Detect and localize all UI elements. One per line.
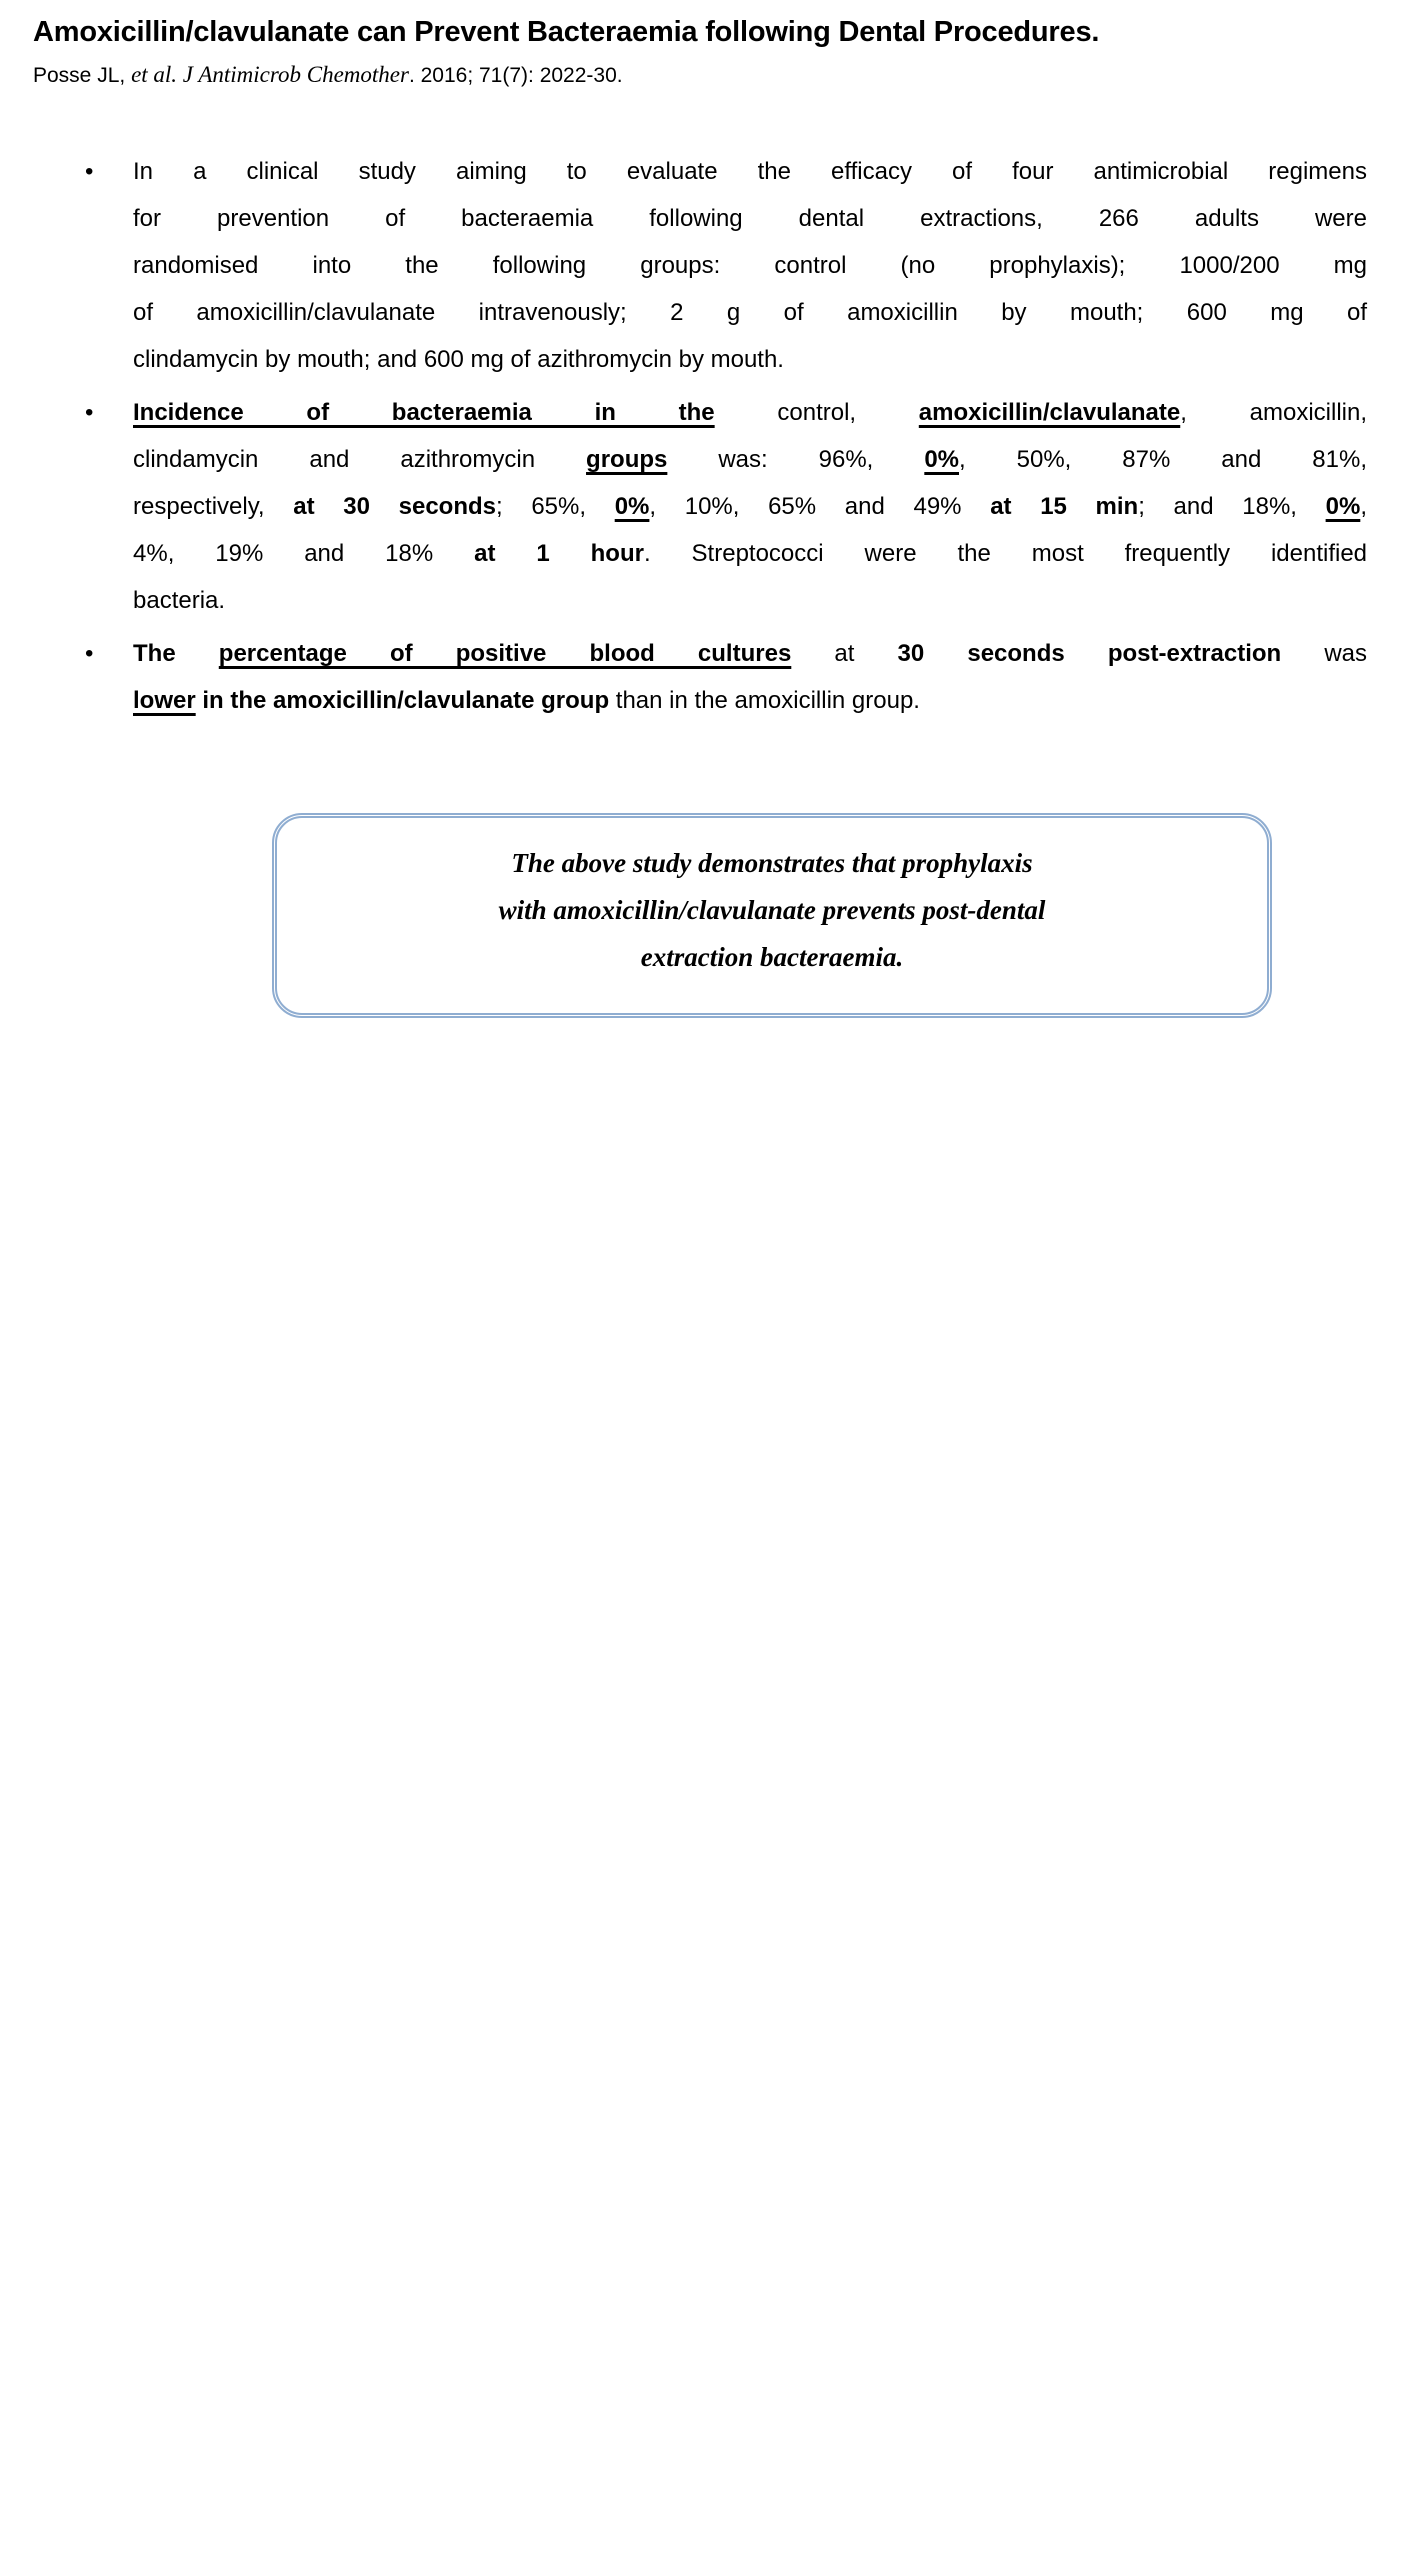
text-run: than in the amoxicillin group. [609,687,920,714]
text-line [133,436,1367,483]
text-run: 0% [1325,493,1361,520]
text-run: ; and 18%, [1138,493,1326,520]
text-run: at [791,640,898,667]
bullet-icon: • [85,399,94,426]
bullet-item [85,389,1368,624]
text-run: et al. J Antimicrob Chemother [131,62,409,87]
text-run: In a clinical study aiming to evaluate the efficacy of four antimicrobial regimens [133,158,1367,185]
text-run: randomised into the following groups: control (no prophylaxis); 1000/200 mg [133,252,1367,279]
text-run: at 15 min [990,493,1139,520]
text-line [133,577,1367,624]
bullet-list [0,148,1407,730]
text-run: at 1 hour [474,540,644,567]
text-run: was: 96%, [667,446,925,473]
bullet-item [85,630,1367,724]
text-line [133,336,1367,383]
callout-box [272,813,1272,1018]
text-run: percentage of positive blood cultures [218,640,792,667]
text-run: clindamycin by mouth; and 600 mg of azithromycin by mouth. [133,346,784,373]
text-run: Incidence of bacteraemia in the [133,399,715,426]
page-title: Amoxicillin/clavulanate can Prevent Bacteraemia following Dental Procedures. [33,16,1100,48]
callout-line: extraction bacteraemia. [640,942,904,972]
text-run: The [133,640,219,667]
text-line [133,148,1367,195]
text-line [133,483,1367,530]
text-run: 0% [614,493,650,520]
text-run: amoxicillin/clavulanate [918,399,1181,426]
text-line [133,289,1367,336]
text-line [133,242,1367,289]
text-run: respectively, [133,493,294,520]
text-line [133,530,1367,577]
text-run: was [1281,640,1367,667]
text-run: bacteria. [133,587,226,614]
text-run: ; 65%, [496,493,615,520]
citation [33,62,623,88]
text-run: , amoxicillin, [1180,399,1367,426]
text-run: Posse JL, [33,64,132,87]
text-run: . 2016; 71(7): 2022-30. [408,64,623,87]
text-run: , 50%, 87% and 81%, [959,446,1368,473]
text-line [133,630,1367,677]
text-run: groups [586,446,668,473]
text-run: lower [133,687,196,714]
text-run: of amoxicillin/clavulanate intravenously; 2 g of amoxicillin by mouth; 600 mg of [133,299,1367,326]
text-line [133,195,1367,242]
text-run: 4%, 19% and 18% [133,540,475,567]
callout-line: with amoxicillin/clavulanate prevents post-dental [498,895,1046,925]
callout-line: The above study demonstrates that prophylaxis [511,848,1033,878]
text-run: control, [714,399,919,426]
text-run: at 30 seconds [293,493,496,520]
bullet-item [85,148,1367,383]
bullet-icon: • [85,158,94,185]
text-run: 30 seconds post-extraction [897,640,1282,667]
text-run: for prevention of bacteraemia following dental extractions, 266 adults were [133,205,1367,232]
text-line [133,677,1367,724]
bullet-icon: • [85,640,94,667]
text-run: . Streptococci were the most frequently identified [643,540,1368,567]
text-run: in the amoxicillin/clavulanate group [195,687,610,714]
text-run: 0% [924,446,959,473]
text-run: , [1360,493,1367,520]
callout-text [277,840,1267,981]
text-run: , 10%, 65% and 49% [649,493,991,520]
text-run: clindamycin and azithromycin [133,446,587,473]
text-line [133,389,1367,436]
